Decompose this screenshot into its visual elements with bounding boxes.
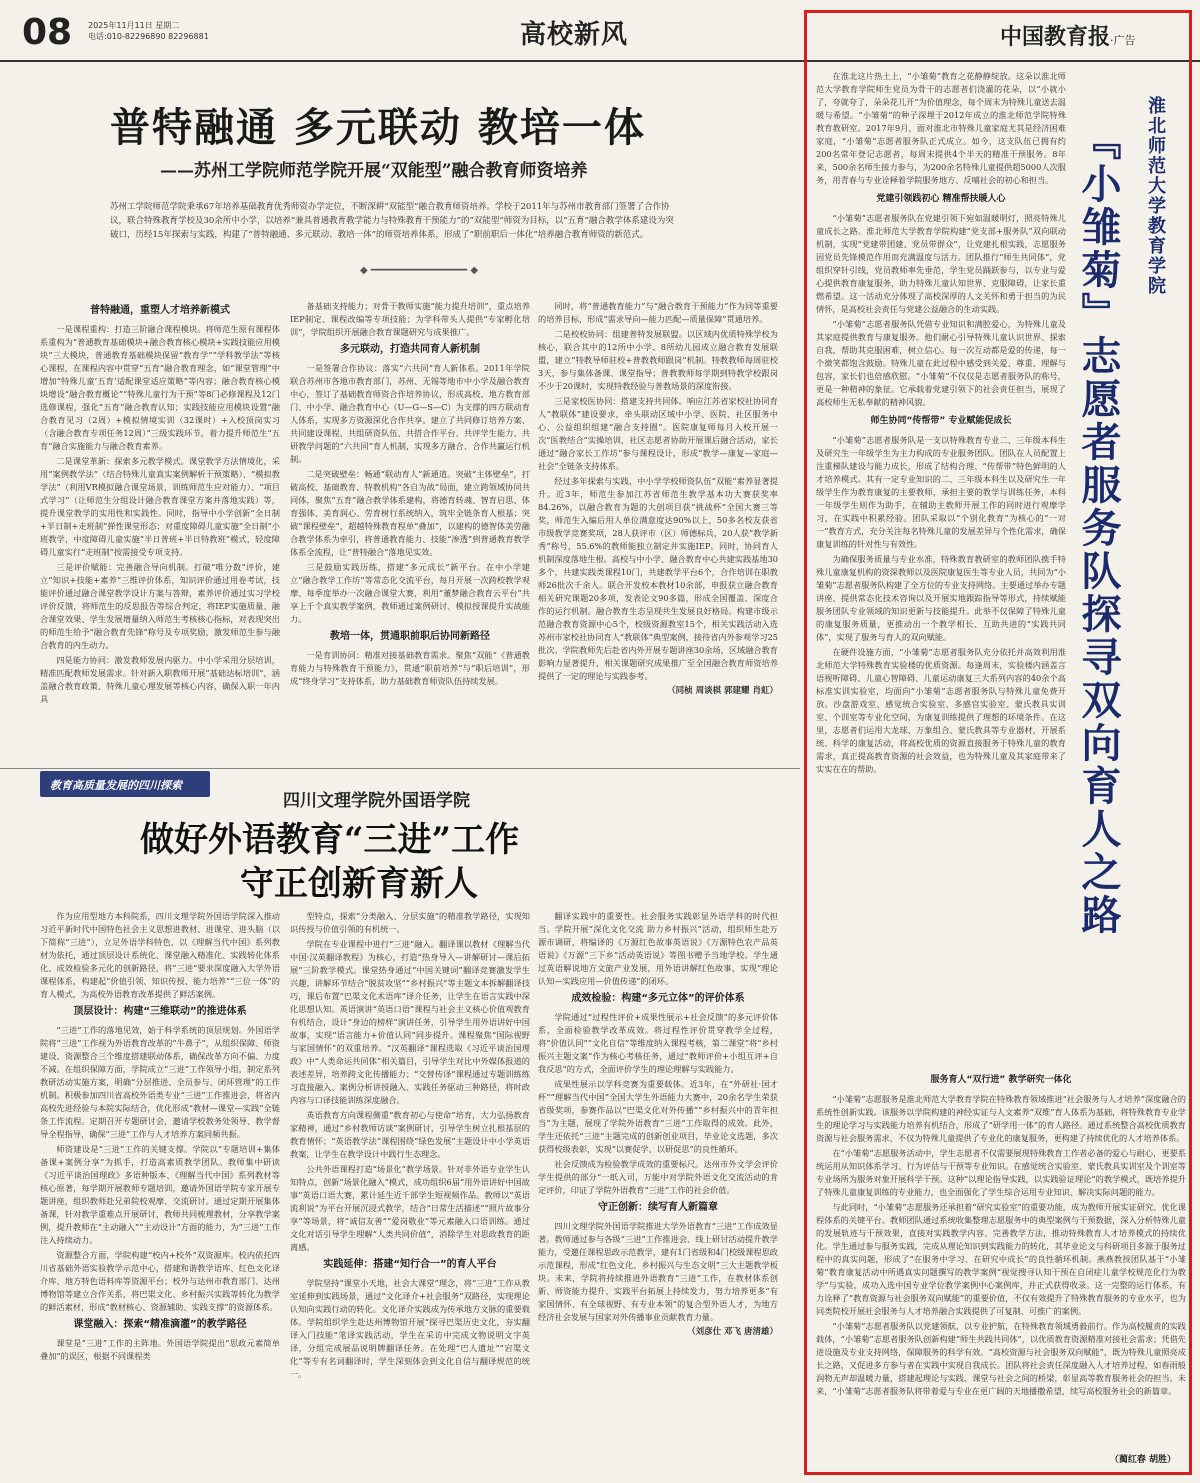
paragraph: 三是鼓励实践历练，搭建“多元成长”新平台。在中小学建立“融合教学工作坊”等常态化交流平台，每月开展一次跨校教学观摩、每季度举办一次融合课堂大赛，利用“董梦融合教育云平台”共享上千个真实教学案例，教师通过案例研讨、模拟授课提升实战能力。 [290,562,530,624]
article2-col1 [40,910,280,1475]
paragraph: “小雏菊”志愿服务是淮北师范大学教育学院在特殊教育领域推进“社会服务与人才培养”深度融合的系统性创新实践。该服务以学院构建的神经实证与人文素养“双维”育人体系为基础，将特殊教育专业学生的理论学习与实践能力培养有机结合，形成了“研学用一体”的育人路径。通过系统整合高校优质教育资源与社会服务需求，不仅为特殊儿童提供了专业化的康复服务，更构建了持续优化的人才培养体系。 [816,1094,1186,1143]
divider [0,768,800,769]
paragraph: 公共外语课程打造“场景化”教学场景。针对非外语专业学生认知特点，创新“场景化融入”模式，成功组织6届“用外语讲好中国故事”英语口语大赛，累计延生近千部学生短视频作品。教师以“英语流利说”为平台开展沉浸式教学，结合“日常生活描述”“照片故事分享”等场景，将“诚信友善”“爱岗敬业”等元素融入口语训练。通过文化对话引导学生理解“人类共同价值”，消除学生对思政教育的距离感。 [290,1164,530,1252]
paragraph: 一是育训协同：精准对接基础教育需求。聚焦“双能”《普通教育能力与特殊教育干预能力》，贯通“职前培养”与“职后培训”，形成“终身学习”支持体系，助力基础教育师资队伍持续发展。 [290,650,530,686]
paragraph: 资源整合方面，学院构建“校内+校外”双资源库。校内依托四川省基础外语实验教学示范中心，搭建和谐教学语库、红色文化译介库、地方特色语料库等资源平台；校外与达州市教育部门、达州博物馆等建立合作关系，将巴渠文化、乡村振兴实践等转化为教学的鲜活素材，形成“教材核心、资源辅助、实践支撑”的资源体系。 [40,1250,280,1312]
paragraph: 备基础支持能力；对骨干教师实施“能力提升培训”，重点培养IEP制定、课程改编等专项技能；为学科带头人提供“专家孵化培训”，学院组织开展融合教育课题研究与成果推广。 [290,301,530,337]
ad-subheading: 党建引领践初心 精准帮扶暖人心 [876,194,1006,204]
article1-col1 [40,300,280,750]
paragraph: “小雏菊”志愿者服务队凭借专业知识和满腔爱心，为特殊儿童及其家庭提供教育与康复服务。他们耐心引导特殊儿童认识世界、探索自我，帮助其克服困难，树立信心。每一次互动都是爱的传递，每一个微笑都饱含鼓励。特殊儿童在此过程中感受到关爱、尊重、理解与包容，家长们也倍感欣慰。“小雏菊”不仅仅是志愿者服务队的称号，更是一种精神的象征。它承载着党建引领下的社会责任担当，展现了高校师生无私奉献的精神风貌。 [816,319,1066,407]
paragraph: “三进”工作的落地见效，始于科学系统的顶层规划。外国语学院将“三进”工作视为外语教育改革的“牛鼻子”，从组织保障、师资建设、资源整合三个维度搭建联动体系，确保改革方向不偏、力度不减。在组织保障方面，学院成立“三进”工作领导小组，制定系列教研活动实施方案，明确“分层推进、全员参与、闭环管理”的工作机制。积极参加四川省高校外语类专业“三进”工作推进会，将省内高校先进经验与本院实际结合，优化形成“教材—课堂—实践”全链条工作流程。定期召开专题研讨会，邀请学校教务处领导、教学督导全程指导，确保“三进”工作与人才培养方案同频共振。 [40,1025,280,1139]
section-heading: 成效检验：构建“多元立体”的评价体系 [571,993,745,1004]
byline: （同桢 周谈棋 郭建耀 肖虹） [667,686,778,696]
article2-school: 四川文理学院外国语学院 [283,791,470,811]
paragraph: “小雏菊”志愿者服务队是一支以特殊教育专业二、三年级本科生及研究生一年级学生为主力构成的专业服务团队。团队在人员配置上注重梯队建设与能力成长，形成了结构合理、“传帮带”特色鲜明的人才培养模式。其有一定专业知识的二、三年级本科生以及研究生一年级学生作为教育康复的主要教师，承担主要的教学与训练任务，本科一年级学生则作为助手，在辅助主教师开展工作的同时进行观摩学习，在实践中积累经验。团队采取以“个别化教育”为核心的“一对一”教育方式，充分关注每名特殊儿童的发展差异与个性化需求，确保康复训练的针对性与有效性。 [816,435,1066,549]
paragraph: 英语教育方向课程侧重“教育初心与使命”培育，大力弘扬教育家精神，通过“乡村教师访谈”案例研讨，引导学生树立扎根基层的教育情怀；“英语教学法”课程围绕“绿色发展”主题设计中小学英语教案，让学生在教学设计中践行生态理念。 [290,1110,530,1159]
section-heading: 课堂融入：探索“精准滴灌”的教学路径 [73,1319,247,1330]
section-heading: 教培一体，贯通职前职后协同新路径 [330,631,490,642]
paragraph: 作为应用型地方本科院系，四川文理学院外国语学院深入推动习近平新时代中国特色社会主义思想进教材、进课堂、进头脑（以下简称“三进”），立足外语学科特色，以《理解当代中国》系列教材为依托，通过顶层设计系统化、课堂融入精准化、实践转化体系化、成效检验多元化的创新路径，将“三进”要求深度融入大学外语课程体系，构建起“价值引领、知识传授、能力培养”“三位一体”的育人模式，为高校外语教育改革提供了鲜活案例。 [40,911,280,999]
paragraph: 同时，将“普通教育能力”与“融合教育干预能力”作为同等重要的培养目标，形成“需求导向—能力匹配—质量保障”贯通培养。 [538,301,778,324]
paragraph: 二是课堂革新：探索多元教学模式。课堂教学方法情境化，采用“案例教学法”（结合特殊儿童真实案例解析干预策略）、“模拟教学法”（利用VR模拟融合课堂场景，训练师范生应对能力）、“项目式学习”（让师范生分组设计融合教育课堂方案并落地实践）等，提升课堂教学的实用性和实践性。同时，指导中小学创新“全日制+半日制+走班制”弹性课堂形态：对重度障碍儿童实施“全日制”小班教学，中度障碍儿童实施“半日普班+半日特教班”模式，轻度障碍儿童实行“走班制”按需接受专项支持。 [40,456,280,557]
paragraph: 与此同时，“小雏菊”志愿服务还承担着“研究实验室”的重要功能，成为教师开展实证研究、优化课程体系的关键平台。教师团队通过系统收集整理志愿服务中的典型案例与干预数据，深入分析特殊儿童的发展轨迹与干预效果，直接对实践教学内容、完善教学方法，推动特殊教育人才培养模式的持续优化。学生通过参与服务实践，完成从理论知识到实践能力的转化，其毕业论文与科研项目多源于服务过程中的真实问题，形成了“在服务中学习、在研究中成长”的良性循环机制。燕燕教授团队基于“小雏菊”教育康复活动中所遇真实问题撰写的教学案例“视觉搜寻认知干预在自闭症儿童学校规范化行为教学”与实验，成功入选中国专业学位教学案例中心案例库，并正式获得收录。这一完整的运行体系，有力诠释了“教育资源与社会服务双向赋能”的重要价值，不仅有效提升了特殊教育服务的专业水平，也为同类院校开展社会服务与人才培养融合实践提供了可复制、可推广的案例。 [816,1202,1186,1316]
article1-headline: 普特融通 多元联动 教培一体 [110,104,646,151]
paragraph: 学院通过“过程性评价+成果性展示+社会反馈”的多元评价体系，全面检验教学改革成效。将过程性评价贯穿教学全过程，将“价值认同”“文化自信”等维度纳入课程考核，第二课堂“将“乡村振兴主题文案”作为核心考核任务，通过“教师评价+小组互评+自我反思”的方式，全面评价学生的理论理解与实践能力。 [538,1012,778,1074]
article1-subheadline: ——苏州工学院师范学院开展“双能型”融合教育师资培养 [160,161,588,181]
paragraph: 三是家校医协同：搭建支持共同体。响应江苏省家校社协同育人“教联体”建设要求，牵头联动区域中小学、医院、社区服务中心、公益组织组建“融合支持圈”。医院康复师每月入校开展一次“医教结合”实操培训，社区志愿者协助开展课后融合活动，家长通过“融合家长工作坊”参与课程设计，形成“教学—康复—家庭—社会”全链条支持体系。 [538,396,778,471]
paragraph: 经过多年探索与实践，中小学学校师资队伍“双能”素养显著提升。近3年，师范生参加江苏省师范生教学基本功大赛获奖率84.26%，以融合教育为题的大创项目获“挑战杯”全国大赛三等奖，师范生入编后用人单位满意度达90%以上，50多名校友获省市级教学竞赛奖项，28人获评市（区）师德标兵，20人获“教学新秀”称号，55.6%的教师能独立制定并实施IEP。同时，协同育人机制深度落地生根。高校与中小学、融合教育中心共建实践基地30多个，共建实践类课程10门，共建教学平台6个，合作培训在职教师26批次千余人。联合开发校本教材10余部，申报获立融合教育相关研究课题20多项，发表论文90多篇，形成全国覆盖、深度合作的运行机制。融合教育生态呈现共生发展良好格局。构建市级示范融合教育资源中心5个，校级资源教室15个，相关实践活动入选苏州市家校社协同育人“教联体”典型案例，接待省内外参观学习25批次。学院教师先后赴省内外开展专题讲座30余场，区域融合教育影响力显著提升，相关课题研究成果推广至全国融合教育师资培养提供了一定的理论与实践参考。 [538,476,778,681]
paragraph: 成果性展示以学科竞赛为重要载体。近3年，在“外研社·国才杯”“理解当代中国”全国大学生外语能力大赛中，20余名学生荣获省级奖项，参赛作品以“巴渠文化对外传播”“乡村振兴中的青年担当”为主题，展现了学院外语教育“三进”工作取得的成效。此外，学生还依托“三进”主题完成的创新创业项目，毕业论文选题，多次获得校级表彰，实现“以赛促学、以研促思”的良性循环。 [538,1079,778,1154]
paragraph: 翻译实践中的重要性。社会服务实践彰显外语学科的时代担当。学院开展“深化文化交流 助力乡村振兴”活动，组织师生赴万源市调研，将编译的《万源红色故事英语说》《万源特色农产品英语说》《万源“三下乡”活动英语说》等图书赠予当地学校。学生通过英语解说地方文旅产业发展，用外语讲解红色故事，实现“理论认知—实践应用—价值传递”的闭环。 [538,911,778,986]
series-tag: 教育高质量发展的四川探索 [40,771,210,797]
paragraph: 社会反馈成为检验教学成效的重要标尺。达州市外文学会评价学生提供的部分“一纸入司，万能中对学院外语文化交流活动的肯定评价，印证了学院外语教育“三进”工作的社会价值。 [538,1159,778,1195]
ad-byline: （蔺红春 胡胜） [1109,1455,1176,1465]
paragraph: 四川文理学院外国语学院推进大学外语教育“三进”工作成效显著。教师通过参与各级“三进”工作推进会、线上研讨活动提升教学能力，受邀任课程思政示范教学，建有1门省级和4门校级课程思政示范课程，形成“红色文化、乡村振兴与生态文明”三大主题教学板块。未来，学院将持续推进外语教育“三进”工作，在教材体系创新、师资能力提升、实践平台拓展上持续发力，努力培养更多“有家国情怀、有全球视野、有专业本领”的复合型外语人才，为地方经济社会发展与国家对外传播事业贡献教育力量。 [538,1221,778,1322]
section-title: 高校新风 [520,20,629,50]
paragraph: 二是校校协同：组建普特发展联盟。以区域内优质特殊学校为核心，联合其中的12所中小学、8所幼儿园成立融合教育发展联盟，建立“特教导师驻校+普教教师跟岗”机制。特教教师每周驻校3天，参与集体备课、课堂指导；普教教师每学期到特教学校跟岗不少于20课时，实现特教经验与普教场景的深度衔接。 [538,329,778,391]
paragraph: “小雏菊”志愿者服务队以党建领航，以专业护航，在特殊教育领域勇毅前行。作为高校履责的实践载体，“小雏菊”志愿者服务队创新构建“师生共践共同体”，以优质教育资源精准对接社会需求；凭借先进设施及专业支持网络，保障服务的科学有效。“高校资源与社会服务双向赋能”，既为特殊儿童照亮成长之路，又促进多方参与者在实践中实现自我成长。团队将社会责任深度融入人才培养过程，如春雨般润物无声却温暖力量，搭建起理论与实践、课堂与社会之间的桥梁，彰显高等教育服务社会的担当。未来，“小雏菊”志愿者服务队将带着爱与专业在更广阔的天地播撒希望，续写高校服务社会的新篇章。 [816,1321,1186,1396]
newspaper-brand: 中国教育报·广告 [1000,24,1136,50]
ad-school-vertical: 淮北师范大学教育学院 [1145,96,1166,296]
paragraph: 一是签署合作协议：落实“六共同”育人新体系。2011年学院联合苏州市各地市教育部门，苏州、无锡等地市中小学及融合教育中心，签订了基础教育师资合作培养协议，形成高校、地方教育部门、中小学、融合教育中心（U—G—S—C）为支撑的四方联动育人体系，实现多方资源深化合作共享。建立了共同修订培养方案、共同建设课程、共组研资队伍、共搭合作平台、共评学生能力、共研教学问题的“六共同”育人机制，实现多方融合、合作共赢运行机制。 [290,363,530,464]
paragraph: 一是课程重构：打造三阶融合课程模块。将师范生原有课程体系重构为“普通教育基础模块+融合教育核心模块+实践技能应用模块”三大模块，普通教育基础模块保留“教育学”“学科教学法”等核心课程，在课程内容中贯穿“五育”融合教育理念，如“课堂管理”中增加“特殊儿童‘五育’适配课堂适应策略”等内容；融合教育核心模块增设“融合教育概论”“特殊儿童行为干预”等8门必修课程及12门选修课程，强化“五育”融合教育认知；实践技能应用模块设置“融合教育见习（2周）+模拟情境实训（32课时）+入校顶岗实习（含融合教育专项任务12周）”三级实践环节，着力提升师范生“五育”融合实施能力与融合教育素养。 [40,324,280,451]
paragraph: 二是突破壁垒：畅通“联动育人”新通道。突破“主体壁垒”，打破高校、基础教育、特教机构“各自为战”局面，建立跨领域协同共同体，聚焦“五育”融合教学体系建构，将德育转魂、智育启思、体育强体、美育润心、劳育树行系统纳入，筑牢全链条育人根基；突破“课程壁垒”，超越特殊教育程单“叠加”，以建构的德智体美劳融合教学体系为牵引，将普通教育能力、技能“渗透”到普通教育教学体系全流程，让“普特融合”落地见实效。 [290,469,530,557]
phone: 电话:010-82296890 82296881 [88,32,209,41]
paragraph: 三是评价赋能：完善融合导向机制。打破“唯分数”评价，建立“知识+技能+素养”三维评价体系，知识评价通过用卷考试，技能评价通过融合课堂教学设计方案与答辩，素养评价通过实习学校评价反馈，将师范生的反思报告等综合判定，将IEP实施质量、融合课堂效果、学生发展增量纳入师范生考核核心指标，对表现突出的师范生给予“融合教育先锋”称号及专项奖励，激发师范生参与融合教育的内生动力。 [40,562,280,650]
ad-body-upper [816,70,1066,1065]
ornament-divider: ◆ ━━━━━━━━━━━━━━━━ ◆ [360,265,479,276]
section-heading: 多元联动，打造共同育人新机制 [340,344,480,355]
paragraph: 学院在专业课程中进行“三进”融入。翻译课以教材《理解当代中国·汉英翻译教程》为核心，打造“热身导入—讲解研讨—课后拓展”三阶教学模式。课堂热身通过“中国关键词”翻译竞赛激发学生兴趣，讲解环节结合“脱贫攻坚”“乡村振兴”等主题文本拆解翻译技巧，课后布置“巴渠文化术语库”译介任务，让学生在语言实践中深化思想认知。英语演讲“英语口语”课程与社会主义核心价值观教育有机结合，设计“身边的榜样”演讲任务，引导学生用外语讲好中国故事，实现“语言能力+价值认同”同步提升。课程聚焦“国际视野与家国情怀”的双重培养。“汉英翻译”课程选取《习近平谈治国理政》中“人类命运共同体”相关篇目，引导学生对比中外媒体报道的表述差异，培养跨文化传播能力；“交替传译”课程通过专题训练练习直接融入、案例分析讲授融入、实践任务驱动三种路径，将时政内容与口译技能训练深度融合。 [290,939,530,1105]
page-number: 08 [22,12,73,53]
paragraph: 型特点，探索“分类融入、分层实施”的精准教学路径，实现知识传授与价值引领的有机统一。 [290,911,530,934]
paragraph: “小雏菊”志愿者服务队在党建引领下宛如温暖明灯，照亮特殊儿童成长之路。淮北师范大学教育学院构建“党支部+服务队”双向联动机制，实现“党建带团建、党员带群众”，让党建扎根实践，志愿服务因党员先锋模范作用而充满温度与活力。团队推行“师生共同体”，党组织穿针引线，党员教师率先垂范，学生党员踊跃参与，以专业与爱心提供教育康复服务，助力特殊儿童认知世界、克服障碍，让家长重燃希望。这一活动充分体现了高校深厚的人文关怀和勇于担当的为民情怀，是高校社会责任与党建公益融合的生动实践。 [816,213,1066,314]
paragraph: 师资建设是“三进”工作的关键支撑。学院以“专题培训+集体备课+案例分享”为抓手，打造高素质教学团队。教师集中研读《习近平谈治国理政》多语种版本、《理解当代中国》系列教材等核心原著，每学期开展教师专题培训，邀请外国语学院专家开展专题讲座，组织教师赴兄弟院校观摩、交流研讨。通过定期开展集体备课，针对教学重难点开展研讨，教师共同梳理教材，分享教学案例，提升教师在“主动融入”“主动设计”方面的能力，为“三进”工作注入持续动力。 [40,1144,280,1245]
paragraph: 四是能力协同：激发教师发展内驱力。中小学采用分层培训，精准匹配教师发展需求。针对新入职教师开展“基础达标培训”，涵盖融合教育政策、特殊儿童心理发展等核心内容，确保入职一年内具 [40,655,280,704]
article2-title-line1: 做好外语教育“三进”工作 [140,820,520,860]
section-heading: 实践延伸：搭建“知行合一”的育人平台 [323,1259,497,1270]
ad-title-vertical: 『小雏菊』志愿者服务队探寻双向育人之路 [1075,120,1122,937]
ad-subheading: 师生协同“传帮带” 专业赋能促成长 [870,416,1012,426]
section-heading: 守正创新：续写育人新篇章 [598,1202,718,1213]
section-heading: 普特融通，重塑人才培养新模式 [90,305,230,316]
byline: （刘彦仕 邓飞 唐清雄） [687,1327,778,1337]
date-line [88,20,209,42]
ad-subheading: 服务育人“双行进” 教学研究一体化 [930,1075,1072,1085]
paragraph: 学院坚持“课堂小天地，社会大课堂”理念，将“三进”工作从教室延伸到实践场景，通过“文化译介+社会服务”双路径，实现理论认知向实践行动的转化。文化译介实践成为传承地方文脉的重要载体。学院组织学生赴达州博物馆开展“探寻巴渠历史文化，夯实翻译入门技能”笔译实践活动，学生在采访中完成文物说明文字英译，分组完成展品说明牌翻译任务。在处理“巴人遗址”“宕渠文化”等专有名词翻译时，学生深刻体会到文化自信与翻译规范的统一。 [290,1278,530,1379]
article1-col3 [538,300,778,760]
section-heading: 顶层设计：构建“三维联动”的推进体系 [73,1006,247,1017]
article2-col3 [538,910,778,1475]
paragraph: 在淮北这片热土上，“小雏菊”教育之花静静绽放。这朵以淮北师范大学教育学院师生党员为骨干的志愿者们浇灌的花朵，以“小就小了，夸就夸了，朵朵花儿开”为价值理念，每个周末为特殊儿童送去温暖与希望。“小雏菊”的种子深埋于2012年成立的淮北师范学院特殊教育教研室。2017年9月，面对淮北市特殊儿童家庭尤其是经济困难家庭，“小雏菊”志愿者服务队正式成立。如今，这支队伍已拥有约200名常年登记志愿者，每周末提供4个半天的精准干预服务。8年来，500余名师生接力参与，为200余名特殊儿童提供超5000人次服务，用青春与专业诠释着学院服务地方、反哺社会的初心和担当。 [816,71,1066,185]
ad-body-lower [816,1068,1186,1438]
issue-date: 2025年11月11日 星期二 [88,21,180,30]
article2-col2 [290,910,530,1475]
paragraph: 课堂是“三进”工作的主阵地。外国语学院提出“思政元素简单叠加”的误区，根据不同课程类 [40,1338,280,1361]
article1-col2 [290,300,530,750]
article2-title-line2: 守正创新育新人 [240,864,478,904]
paragraph: 在“小雏菊”志愿服务活动中，学生志愿者不仅需要展现特殊教育工作者必备的爱心与耐心，更要系统运用从知识体系学习、行为评估与干预等专业知识。在感觉统合实验室、蒙氏教具实训室及个训室等专业场所为服务对象开展科学干预。这种“以理论指导实践，以实践验证理论”的教学模式，既培养提升了特殊儿童康复训练的专业能力，也全面强化了学生综合运用专业知识、解决实际问题的能力。 [816,1148,1186,1197]
article1-lead: 苏州工学院师范学院秉承67年培养基础教育优秀师资办学定位，不断深耕“双能型”融合教育师资培养。学校于2011年与苏州市教育部门签署了合作协议，联合特殊教育学校及30余所中小学，以培养“兼具普通教育教学能力与特殊教育干预能力”的“双能型”师资为目标，以“五育”融合教学体系建设为突破口，历经15年探索与实践，构建了“普特融通、多元联动、教培一体”的师资培养体系，形成了“职前职后一体化”培养融合教育师资的新范式。 [110,202,674,240]
paragraph: 为确保服务质量与专业水准，特殊教育教研室的教师团队携手特殊儿童康复机构的资深教师以及医院康复医生等专业人员，共同为“小雏菊”志愿者服务队构建了全方位的专业支持网络。主要通过举办专题讲座、提供常态化技术咨询以及开展实地跟踪指导等形式，持续赋能服务团队专业领域的知识更新与技能提升。此举不仅保障了特殊儿童的康复服务质量，更推动出一个教学相长、互助共进的“实践共同体”，实现了服务与育人的双向赋能。 [816,554,1066,642]
paragraph: 在硬件设施方面，“小雏菊”志愿者服务队充分依托并高效利用淮北师范大学特殊教育实验楼的优质资源。每逢周末，实验楼内涵盖言语视听障碍、儿童心智障碍、儿童运动康复三大系列内容的40余个高标准实训实验室，均面向“小雏菊”志愿者服务队与特殊儿童免费开放。沙盘游戏室、感觉统合实验室、多感官实验室、蒙氏教具实训室、个训室等专业化空间，为康复训练提供了理想的环境条件。在这里，志愿者们运用大龙球、万象组合、蒙氏教具等专业器材，开展系统、科学的康复活动，将高校优质的资源直接服务于特殊儿童的教育需求，真正提高教育资源的社会效益，也为特殊儿童及其家庭带来了实实在在的帮助。 [816,647,1066,774]
